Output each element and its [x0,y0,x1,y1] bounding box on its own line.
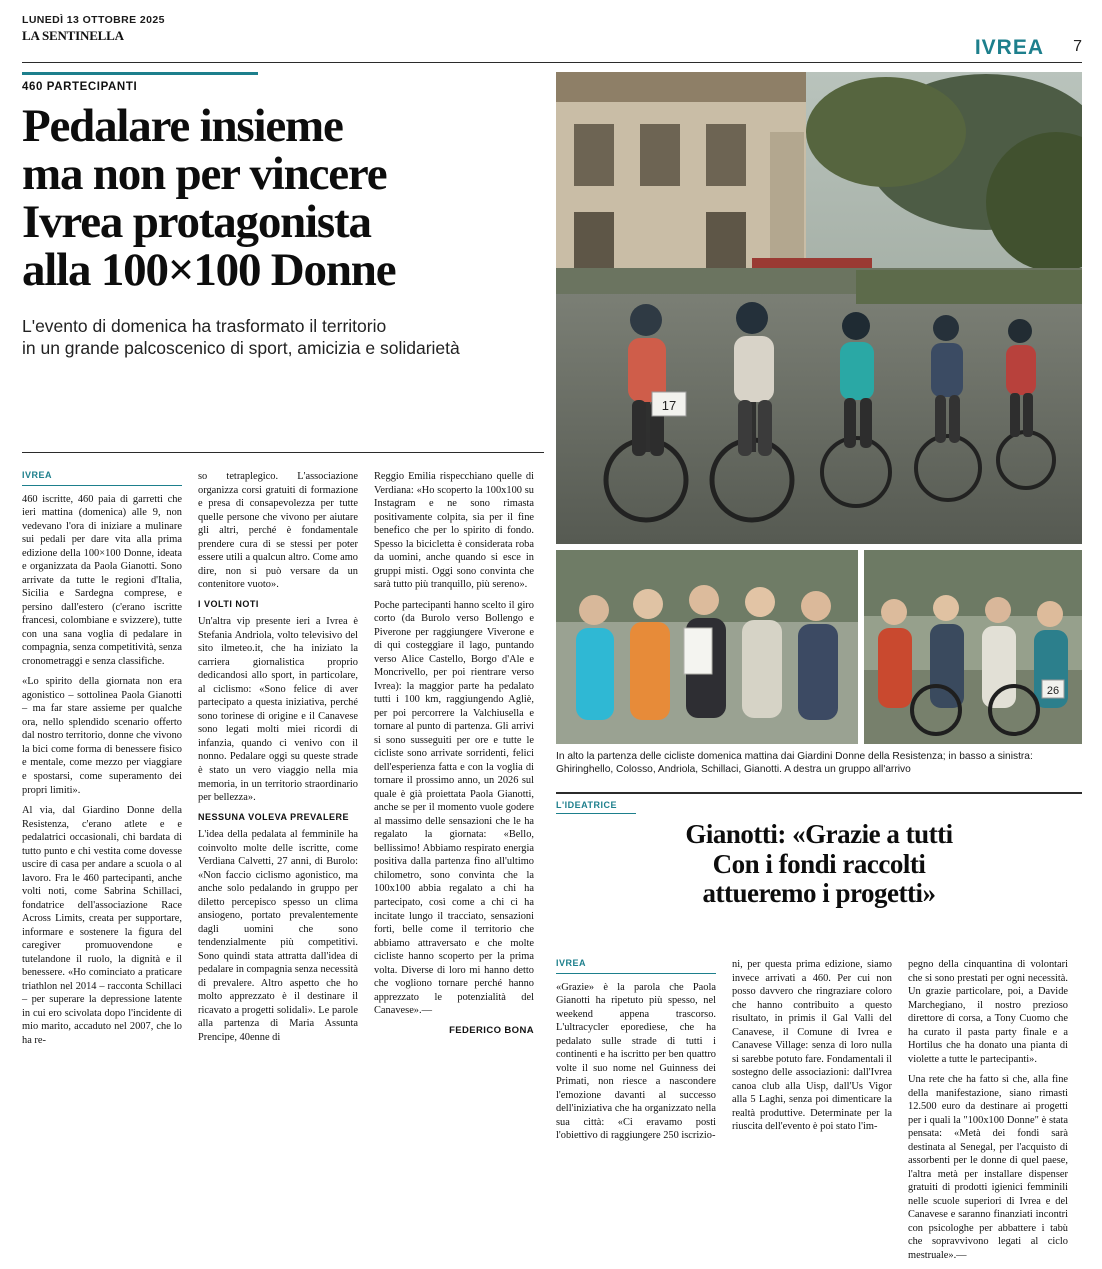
second-headline-line-2: Con i fondi raccolti [712,848,926,879]
publication-name: LA SENTINELLA [22,28,124,43]
paragraph: «Grazie» è la parola che Paola Gianotti ha ripetuto più spesso, nel weekend appena trascorso. L'ultracycler eporediese, che ha pedalato sulle strade di tutti i continenti e ha iscritto per ben quattro volte il suo nome nel Guinness dei Primati, non riesce a nascondere l'emozione davanti al successo dell'iniziativa che ha organizzato nella sua città: «Ci eravamo posti l'obiettivo di raggiungere 250 iscrizio- [556,981,716,1142]
photo-arrival-group [864,550,1082,744]
paragraph: Una rete che ha fatto sì che, alla fine della manifestazione, siano rimasti 12.500 euro da destinare ai progetti per i quali la "100x100 Donne" è stata pensata: «Metà dei fondi sarà destinata al Senegal, per l'acquisto di assorbenti per le donne di quel paese, l'altra metà per installare dispenser gratuiti di prodotti igienici femminili nelle scuole superiori di Ivrea e del Canavese e saranno finanziati incontri con psicologhe per abbattere i tabù che sopravvivono legati al ciclo mestruale».— [908,1074,1068,1261]
headline-block [22,72,544,360]
subhead-line-1: L'evento di domenica ha trasformato il territorio [22,315,387,336]
second-article-column-3 [908,958,1068,1269]
paragraph: ni, per questa prima edizione, siamo invece arrivati a 460. Per cui non posso davvero che ringraziare coloro che hanno contribuito a questo risultato, in primis il Gal Valli del Canavese, il Comune di Ivrea e Canavese Village: senza di loro nulla si sarebbe potuto fare. Fondamentali il sostegno delle associazioni: dall'Ivrea canoa club alla Uisp, dall'Us Vigor alla 5 Laghi, senza poi dimenticare la realtà produttive. Determinate per la riuscita dell'evento è poi stato l'im- [732,959,892,1133]
dateline-tag: IVREA [22,470,182,486]
headline-line-2: ma non per vincere [22,147,387,200]
headline-line-4: alla 100×100 Donne [22,243,396,296]
page-number: 7 [1073,38,1082,55]
section-subhead-nessuna: NESSUNA VOLEVA PREVALERE [198,811,350,822]
page-title [22,100,544,296]
group-portrait-graphic [556,550,858,744]
section-subhead-voltinoti: I VOLTI NOTI [198,598,259,609]
paragraph: pegno della cinquantina di volontari che si sono prestati per ogni necessità. Un grazie particolare, poi, a Davide Marchegiano, il nostro prezioso direttore di corsa, a Tony Cuomo che ha curato il pasta party finale e a Hortilus che ha donato una pianta di violette a tutte le partecipanti». [908,959,1068,1065]
header-divider [22,62,1082,63]
second-article-headline [556,820,1082,909]
caption-divider [556,792,1082,794]
paragraph: so tetraplegico. L'associazione organizza corsi gratuiti di formazione e presa di consapevolezza per tutte quelle persone che vivono per aiutare gli altri, perché è fondamentale prendere cura di se stessi per poter essere utili a qualcun altro. Come amo dire, non si può versare da un contenitore vuoto». [198,471,358,591]
arrival-group-graphic [864,550,1082,744]
article-subhead [22,315,544,360]
second-headline-line-1: Gianotti: «Grazie a tutti [685,819,953,849]
article-column-1 [22,470,182,1054]
paragraph: L'idea della pedalata al femminile ha coinvolto molte delle iscritte, come Verdiana Calvetti, 27 anni, di Burolo: «Non faccio ciclismo agonistico, ma anche solo pedalando in gruppo per diletto percepisco spesso un clima ansiogeno, portato prevalentemente dagli uomini che sono tendenzialmente più competitivi. Sono quindi stata attratta dall'idea di pedalare in compagnia senza necessità di prevalere. Altro aspetto che ho molto apprezzato è il destinare il ricavato a progetti solidali». Le parole alla partenza di Maria Assunta Prencipe, 40enne di [198,829,358,1043]
second-article-column-1 [556,958,716,1150]
photo-group-portrait [556,550,858,744]
second-article-tag: L'IDEATRICE [556,800,636,814]
headline-line-3: Ivrea protagonista [22,195,371,248]
article-kicker: 460 PARTECIPANTI [22,81,138,93]
svg-text:17: 17 [661,398,677,413]
second-dateline-tag: IVREA [556,958,716,974]
paragraph: Un'altra vip presente ieri a Ivrea è Stefania Andriola, volto televisivo del sito ilmeteo.it, che ha iniziato la carriera giornalistica proprio dedicandosi allo sport, in particolare, al ciclismo: «Sono felice di aver partecipato a questa iniziativa, perché sono torinese di origine e il Canavese sono legati molti miei ricordi di infanzia, quando ci venivo con il nonno. Pedalare oggi su queste strade è stato un vero viaggio nella mia memoria, in un territorio straordinario per bellezza». [198,616,358,804]
headline-line-1: Pedalare insieme [22,100,343,152]
subhead-divider [22,452,544,453]
article-byline: FEDERICO BONA [449,1024,534,1036]
paragraph: «Lo spirito della giornata non era agonistico – sottolinea Paola Gianotti – ma far stare assieme per qualche ora, nello splendido scenario offerto dal nostro territorio, donne che vivono la bici come forma di benessere fisico e mentale, come mezzo per viaggiare e spostarsi, come superamento dei propri limiti». [22,676,182,796]
paragraph: Poche partecipanti hanno scelto il giro corto (da Burolo verso Bollengo e Piverone per raggiungere Viverone e di qui costeggiare il lago, puntando verso Alice Castello, Borgo d'Ale e Moncrivello, per poi rientrare verso Ivrea): la maggior parte ha pedalato tutti i 100 km, raggiungendo Agliè, per poi percorrere la Valchiusella e tornare al punto di partenza. Gli arrivi si sono susseguiti per ore e tutte le cicliste sono arrivate sorridenti, felici dell'esperienza fatta e con la voglia di tornare il prossimo anno, un 2026 sul quale è già proiettata Paola Gianotti, anche se per il momento vuole godere al massimo delle sensazioni che le ha regalato la giornata: «Bello, bellissimo! Abbiamo respirato energia positiva dalla partenza fino all'ultimo chilometro, sono convinta che la 100x100 abbia regalato a chi ha partecipato, così come a chi ci ha incitate lungo il tracciato, sensazioni forti, belle come il territorio che abbiamo attraversato e che molte cicliste hanno scoperto per la prima volta. Diverse di loro mi hanno detto che vogliono tornare perché hanno apprezzato le potenzialità del Canavese».— [374,599,534,1017]
svg-text:26: 26 [1046,685,1060,697]
second-article-column-2 [732,958,892,1141]
paragraph: Al via, dal Giardino Donne della Resistenza, c'erano atlete e e pedalatrici occasionali, chi bardata di tutto punto e chi vestita come dovesse uscire di casa per andare a scuola o al lavoro. Fra le 460 partecipanti, anche volti noti, come Sabrina Schillaci, fondatrice dell'associazione Race Across Limits, creata per supportare, informare e sostenere la figura del caregiver promuovendone e tutelandone il ruolo, la dignità e il benessere. «Ho cominciato a praticare triathlon nel 2014 – racconta Schillaci – per superare la depressione latente in cui ero scivolata dopo l'incidente di mio marito, accaduto nel 2007, che lo ha re- [22,805,182,1046]
kicker-rule [22,72,258,75]
masthead [22,14,1082,58]
main-photo-cyclists-start [556,72,1082,544]
subhead-line-2: in un grande palcoscenico di sport, amicizia e solidarietà [22,338,460,359]
paragraph: Reggio Emilia rispecchiano quelle di Verdiana: «Ho scoperto la 100x100 su Instagram e ne sono rimasta positivamente colpita, sia per il fine benefico che per lo spirito di fondo. Spesso la bicicletta è considerata roba da uomini, anche quando si esce in gruppi misti. Oggi sono convinta che sarà tutto più tranquillo, più sereno». [374,471,534,591]
main-photo-graphic [556,72,1082,544]
photo-caption: In alto la partenza delle cicliste domenica mattina dai Giardini Donne della Resistenza; in basso a sinistra: Ghiringhello, Colosso, Andriola, Schillaci, Gianotti. A destra un gruppo all'arrivo [556,751,1033,776]
second-headline-line-3: attueremo i progetti» [702,878,936,909]
section-title: IVREA [974,36,1044,59]
publication-date: LUNEDÌ 13 OTTOBRE 2025 [22,14,165,26]
article-column-3 [374,470,534,1037]
article-column-2 [198,470,358,1051]
paragraph: 460 iscritte, 460 paia di garretti che ieri mattina (domenica) alle 9, non vedevano l'ora di iniziare a mulinare sui pedali per dare vita alla prima edizione della 100×100 Donne, ideata e organizzata da Paola Gianotti. Sono arrivate da tutte le regioni d'Italia, Sicilia e Sardegna comprese, e persino dall'estero (c'erano iscritte francesi, colombiane e svizzere), tutte con una sana voglia di pedalare in compagnia, senza competitività, senza cronometraggi e senza classifiche. [22,493,182,667]
